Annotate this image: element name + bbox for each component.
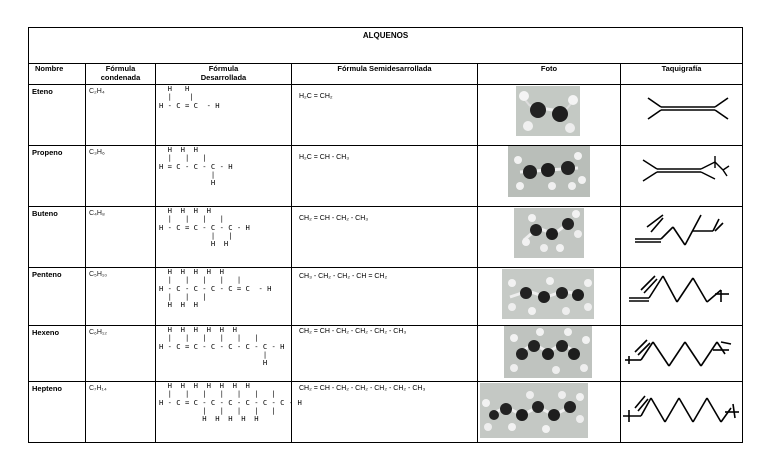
header-formula-desarrollada: Fórmula Desarrollada [156,64,292,85]
table-title: ALQUENOS [29,28,743,64]
skeletal-formula [621,146,743,198]
cell-condensada: C₂H₄ [86,85,156,146]
cell-desarrollada: H H H H H | | | | | H - C - C - C - C = C - H | | | H H H [156,268,292,326]
cell-foto [478,85,621,146]
cell-condensada: C₅H₁₀ [86,268,156,326]
cell-nombre: Hepteno [29,382,86,443]
molecule-photo [508,146,590,197]
cell-nombre: Eteno [29,85,86,146]
cell-semidesarrollada: CH₂ = CH - CH₂ - CH₂ - CH₂ - CH₂ - CH₃ [292,382,478,443]
cell-taquigrafia [621,382,743,443]
table-row [29,207,743,268]
cell-taquigrafia [621,326,743,382]
cell-desarrollada: H H | | H - C = C - H [156,85,292,146]
skeletal-formula [621,268,743,320]
cell-nombre: Hexeno [29,326,86,382]
header-taquigrafia: Taquigrafía [621,64,743,85]
molecule-photo [502,269,594,319]
cell-desarrollada: H H H H H H | | | | | | H - C = C - C - C - C - C - H | H [156,326,292,382]
table-row [29,85,743,146]
header-formula-condensada: Fórmula condenada [86,64,156,85]
cell-semidesarrollada: CH₂ = CH - CH₂ - CH₃ [292,207,478,268]
cell-desarrollada: H H H H | | | | H - C = C - C - C - H | | H H [156,207,292,268]
cell-foto [478,326,621,382]
header-row [29,64,743,85]
header-foto: Foto [478,64,621,85]
cell-condensada: C₄H₈ [86,207,156,268]
cell-nombre: Penteno [29,268,86,326]
cell-desarrollada: H H H H H H H | | | | | | | H - C = C - C - C - C - C - C - H | | | | | H H H H H [156,382,292,443]
skeletal-formula [621,207,743,259]
cell-foto [478,146,621,207]
cell-semidesarrollada: H₂C = CH - CH₃ [292,146,478,207]
skeletal-formula [621,326,743,378]
header-nombre: Nombre [29,64,86,85]
table-row [29,146,743,207]
cell-nombre: Buteno [29,207,86,268]
cell-taquigrafia [621,146,743,207]
cell-taquigrafia [621,268,743,326]
molecule-photo [516,86,580,136]
cell-semidesarrollada: CH₂ = CH - CH₂ - CH₂ - CH₂ - CH₃ [292,326,478,382]
cell-semidesarrollada: H₂C = CH₂ [292,85,478,146]
cell-foto [478,207,621,268]
table-row [29,382,743,443]
cell-semidesarrollada: CH₃ - CH₂ - CH₂ - CH = CH₂ [292,268,478,326]
molecule-photo [480,383,588,438]
molecule-photo [514,208,584,258]
cell-taquigrafia [621,85,743,146]
cell-foto [478,382,621,443]
cell-nombre: Propeno [29,146,86,207]
cell-foto [478,268,621,326]
cell-desarrollada: H H H | | | H = C - C - C - H | H [156,146,292,207]
skeletal-formula [621,85,743,137]
molecule-photo [504,326,592,378]
skeletal-formula [621,382,743,439]
cell-condensada: C₇H₁₄ [86,382,156,443]
table-row [29,326,743,382]
cell-condensada: C₆H₁₂ [86,326,156,382]
cell-taquigrafia [621,207,743,268]
header-formula-semidesarrollada: Fórmula Semidesarrollada [292,64,478,85]
table-row [29,268,743,326]
cell-condensada: C₃H₆ [86,146,156,207]
alquenos-table [28,27,743,443]
